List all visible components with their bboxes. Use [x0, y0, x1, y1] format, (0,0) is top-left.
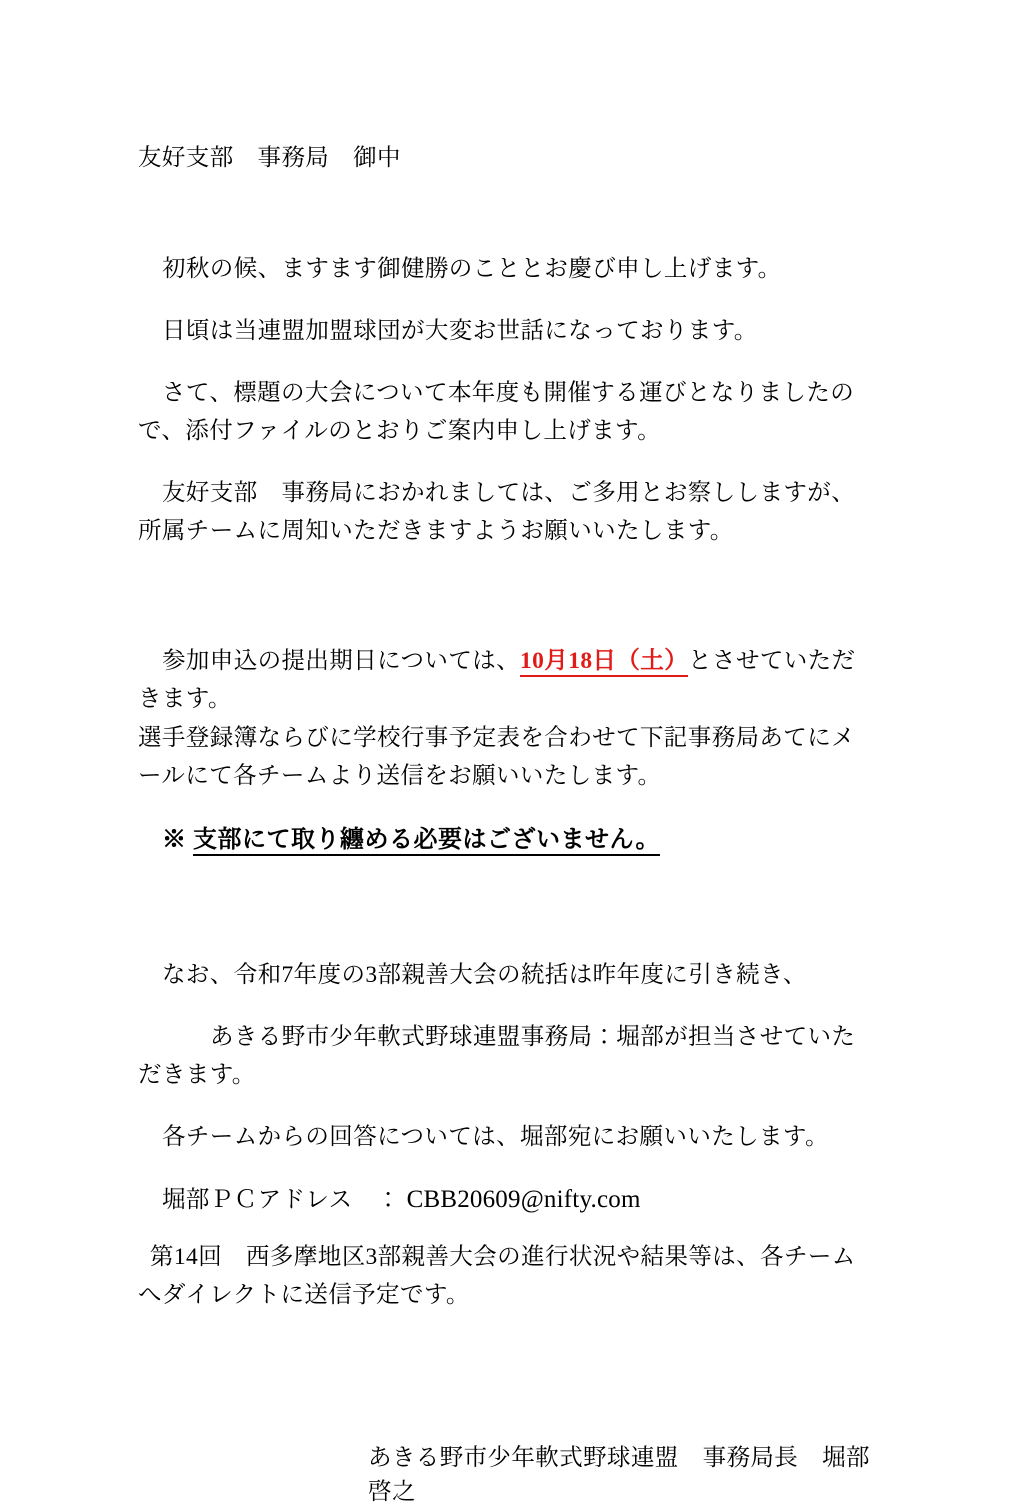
- deadline-tail: とさせていただきます。: [138, 648, 856, 713]
- spacer: [138, 1156, 878, 1180]
- document-body: [138, 138, 894, 1506]
- spacer: [138, 1314, 878, 1392]
- addressee-line: 友好支部 事務局 御中: [138, 145, 401, 171]
- contact-label: 堀部ＰＣアドレス ：: [162, 1186, 401, 1213]
- paragraph-supervision-intro: なお、令和7年度の3部親善大会の統括は昨年度に引き続き、: [162, 961, 807, 988]
- spacer: [138, 1392, 878, 1438]
- contact-line: [138, 1180, 878, 1214]
- paragraph-closing: 第14回 西多摩地区3部親善大会の進行状況や結果等は、各チームへダイレクトに送信予定です。: [138, 1243, 856, 1308]
- spacer: [138, 795, 878, 819]
- spacer: [138, 994, 878, 1018]
- spacer: [138, 628, 878, 642]
- spacer: [138, 172, 878, 250]
- notice-line: [138, 819, 878, 854]
- spacer: [138, 1094, 878, 1118]
- notice-text: 支部にて取り纏める必要はございません。: [193, 827, 660, 856]
- paragraph-announcement: さて、標題の大会について本年度も開催する運びとなりましたので、添付ファイルのとおりご案内申し上げます。: [138, 380, 855, 445]
- spacer: [138, 932, 878, 956]
- paragraph-supervision-reply: 各チームからの回答については、堀部宛にお願いいたします。: [162, 1123, 829, 1150]
- spacer: [138, 288, 878, 312]
- deadline-date: 10月18日（土）: [520, 648, 688, 677]
- deadline-lead: 参加申込の提出期日については、: [162, 648, 521, 675]
- paragraph-greeting: 初秋の候、ますます御健勝のこととお慶び申し上げます。: [162, 256, 782, 282]
- paragraph-thanks: 日頃は当連盟加盟球団が大変お世話になっております。: [162, 318, 758, 345]
- spacer: [138, 350, 878, 374]
- paragraph-deadline-detail: 選手登録簿ならびに学校行事予定表を合わせて下記事務局あてにメールにて各チームより送信をお願いいたします。: [138, 724, 855, 789]
- contact-email[interactable]: CBB20609@nifty.com: [406, 1185, 641, 1213]
- spacer: [138, 450, 878, 474]
- paragraph-supervision-office: あきる野市少年軟式野球連盟事務局：堀部が担当させていただきます。: [138, 1023, 856, 1088]
- notice-marker: ※: [162, 826, 187, 853]
- paragraph-request: 友好支部 事務局におかれましては、ご多用とお察ししますが、所属チームに周知いただきますようお願いいたします。: [138, 480, 856, 545]
- signature-line: あきる野市少年軟式野球連盟 事務局長 堀部 啓之: [368, 1445, 894, 1505]
- paragraph-deadline: [138, 642, 878, 718]
- spacer: [138, 854, 878, 932]
- spacer: [138, 1214, 878, 1238]
- spacer: [138, 550, 878, 628]
